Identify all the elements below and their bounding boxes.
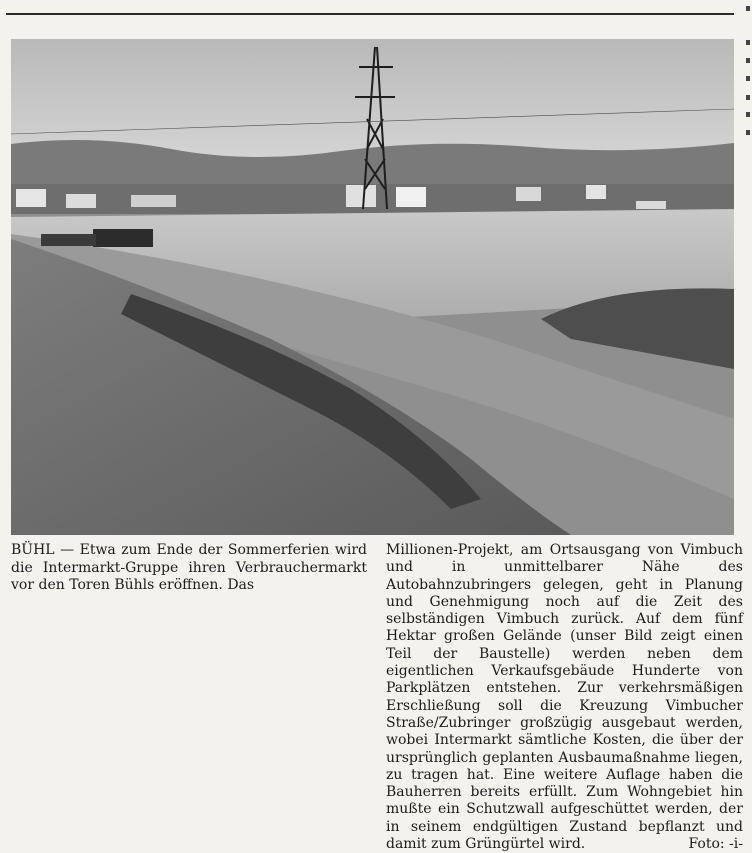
photo-illustration: [11, 39, 734, 535]
top-rule: [6, 13, 734, 15]
adjacent-column-fragment: [742, 0, 752, 160]
caption-column-left: [11, 542, 367, 595]
caption-text-left: BÜHL — Etwa zum Ende der Sommerferien wird die Intermarkt-Gruppe ihren Verbrauchermarkt vor den Toren Bühls eröffnen. Das: [11, 542, 367, 593]
caption-column-right: [386, 542, 743, 853]
caption-text-right: Millionen-Projekt, am Ortsausgang von Vimbuch und in unmittelbarer Nähe des Autobahnzubringers gelegen, geht in Planung und Genehmigung noch auf die Zeit des selbständigen Vimbuch zurück. Auf dem fünf Hektar großen Gelände (unser Bild zeigt einen Teil der Baustelle) werden neben dem eigentlichen Verkaufsgebäude Hunderte von Parkplätzen entstehen. Zur verkehrsmäßigen Erschließung soll die Kreuzung Vimbucher Straße/Zubringer großzügig ausgebaut werden, wobei Intermarkt sämtliche Kosten, die über der ursprünglich geplanten Ausbaumaßnahme liegen, zu tragen hat. Eine weitere Auflage haben die Bauherren bereits erfüllt. Zum Wohngebiet hin mußte ein Schutzwall aufgeschüttet werden, der in seinem endgültigen Zustand bepflanzt und damit zum Grüngürtel wird.: [386, 542, 743, 853]
photo-credit: Foto: -i-: [688, 836, 743, 853]
construction-site-photo: [11, 39, 734, 535]
